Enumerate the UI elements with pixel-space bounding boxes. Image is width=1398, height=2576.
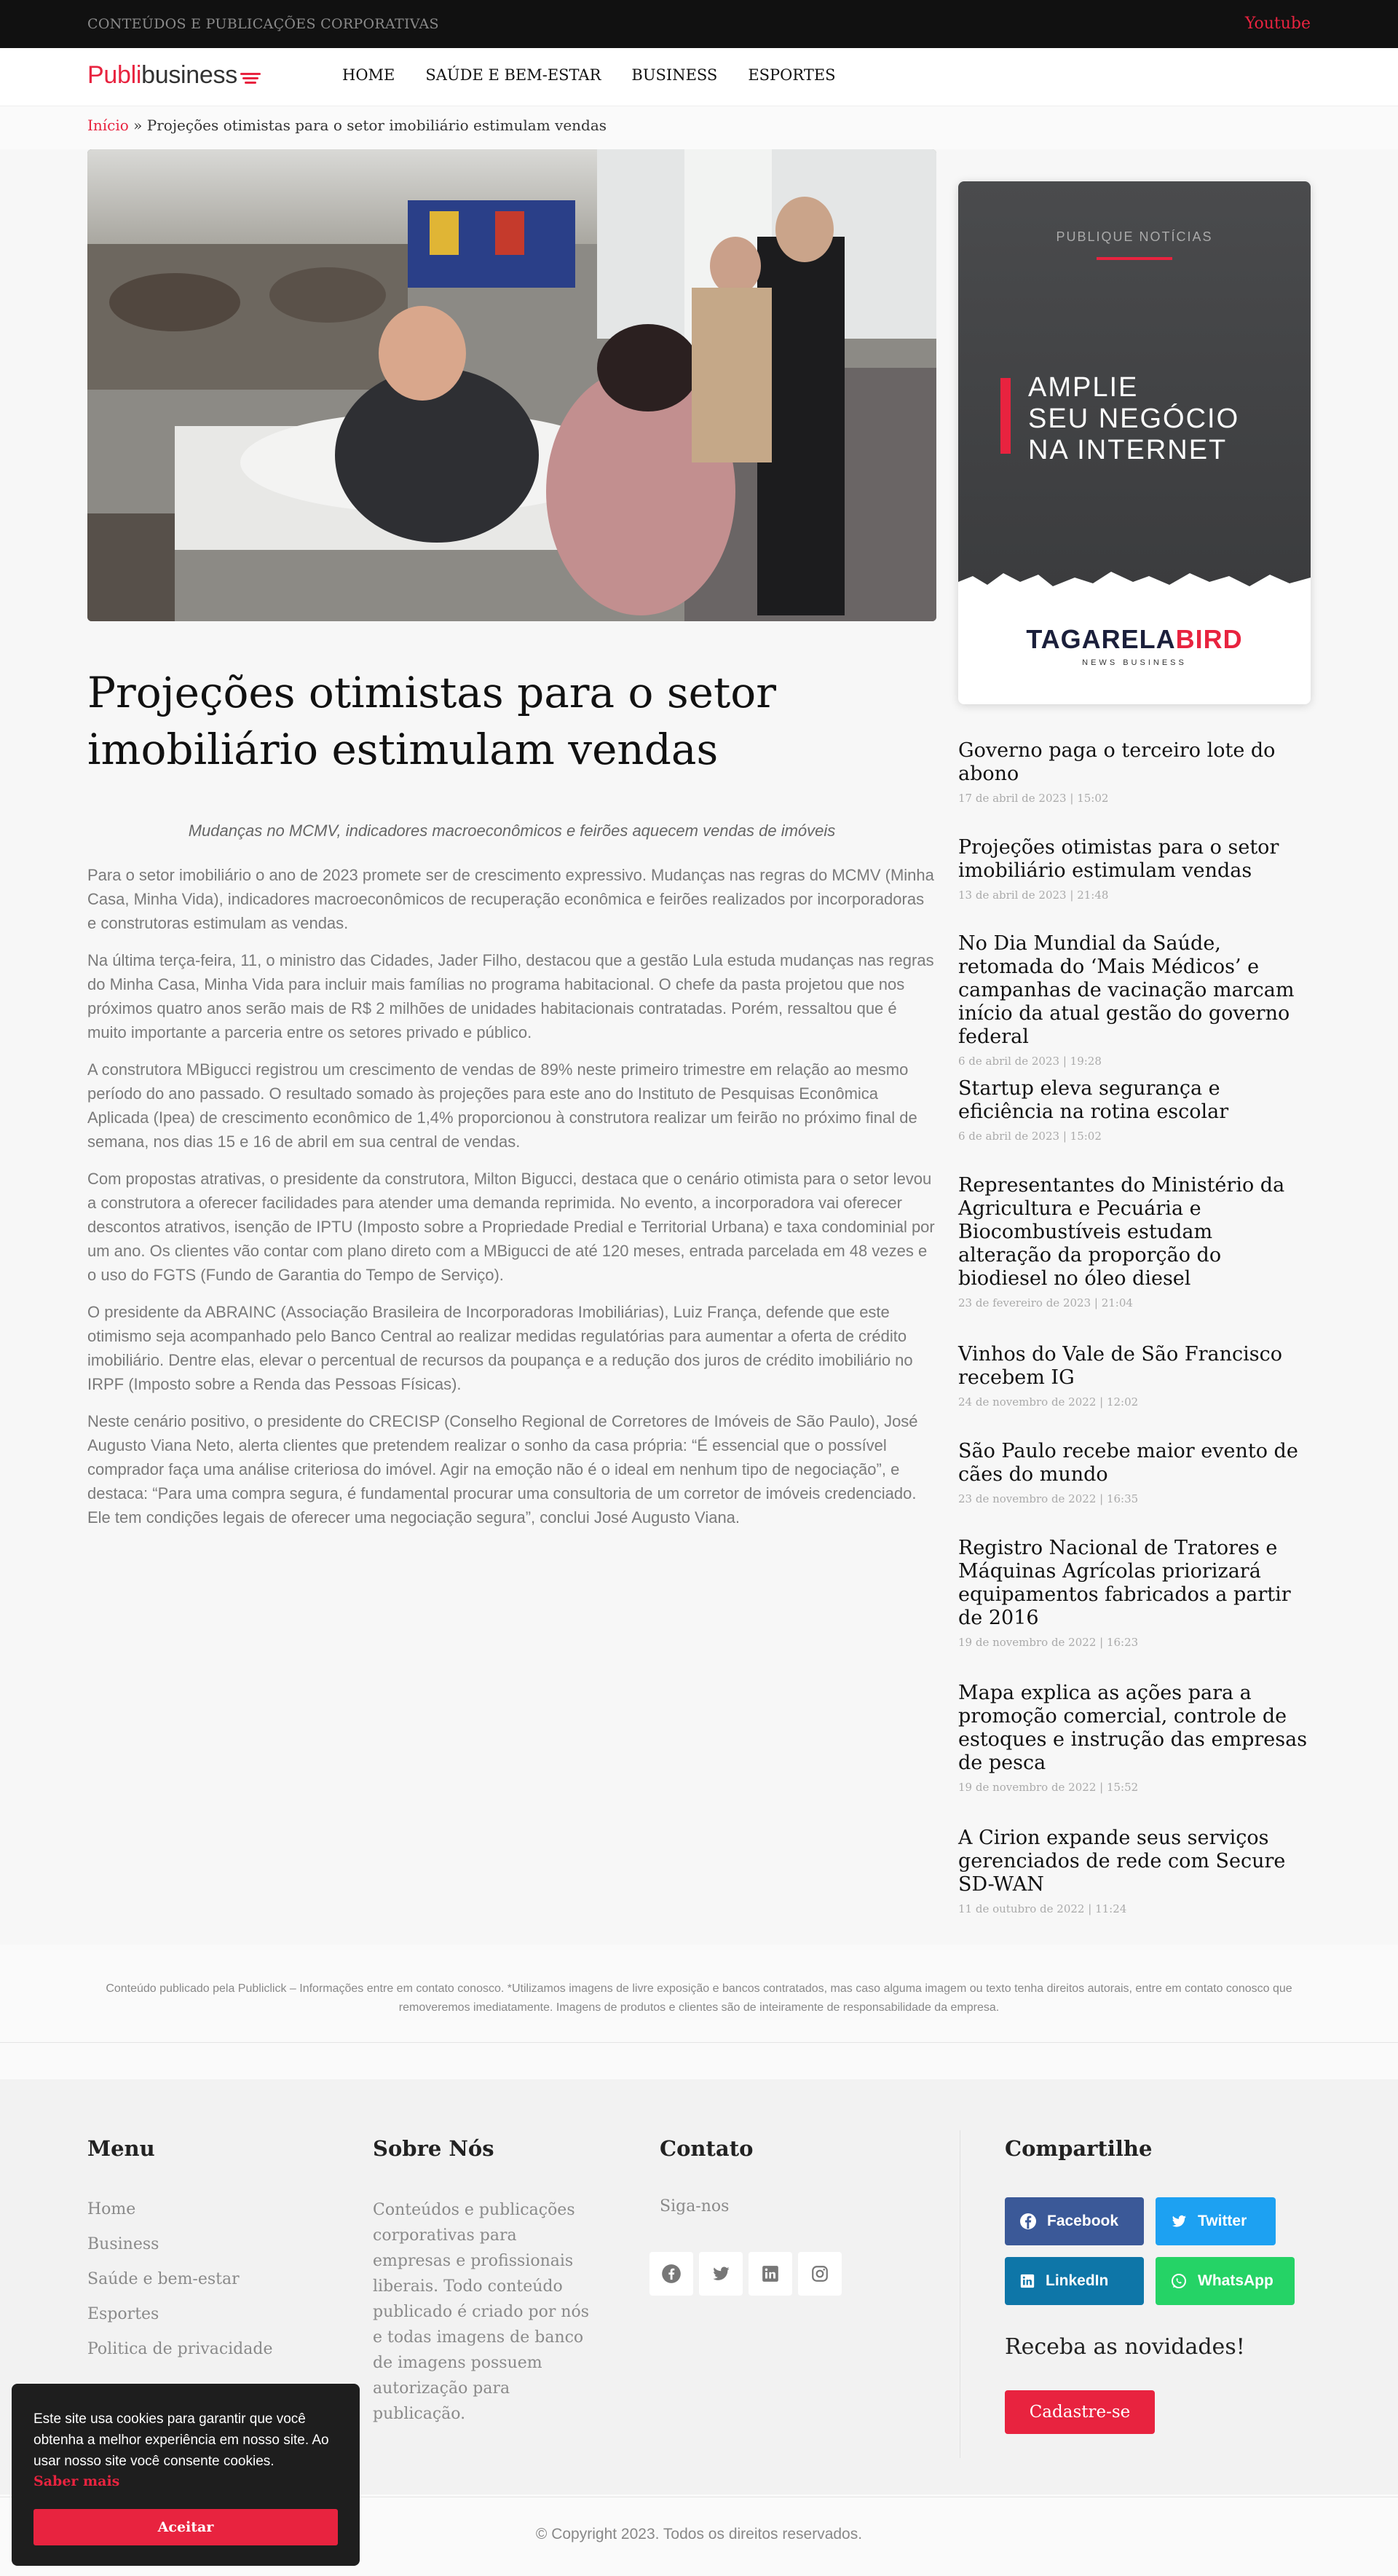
post-title[interactable]: São Paulo recebe maior evento de cães do mundo — [958, 1440, 1298, 1486]
article-subtitle: Mudanças no MCMV, indicadores macroeconômicos e feirões aquecem vendas de imóveis — [188, 822, 836, 840]
cookie-text: Este site usa cookies para garantir que você obtenha a melhor experiência em nosso site. Ao usar nosso site você consente cookies. — [33, 2411, 329, 2469]
post-date: 23 de novembro de 2022 | 16:35 — [958, 1492, 1139, 1505]
article-title: Projeções otimistas para o setor imobiliário estimulam vendas — [87, 668, 776, 774]
article-paragraph: O presidente da ABRAINC (Associação Brasileira de Incorporadoras Imobiliárias), Luiz França, defende que este otimismo seja acompanhado pelo Banco Central ao realizar medidas regulatórias para aumentar a oferta de crédito imobiliário. Dentre elas, elevar o percentual de recursos da poupança e a redução dos juros de crédito imobiliário no IRPF (Imposto sobre a Renda das Pessoas Físicas). — [87, 1303, 913, 1393]
footer-link-home[interactable]: Home — [87, 2200, 136, 2218]
cookie-accept-button[interactable]: Aceitar — [33, 2509, 338, 2545]
footer-about-text: Conteúdos e publicações corporativas para empresas e profissionais liberais. Todo conteúdo publicado é criado por nós e todas imagens de banco de imagens possuem autorização para publicação. — [373, 2201, 590, 2423]
article-body — [87, 863, 936, 1543]
nav-saude[interactable]: SAÚDE E BEM-ESTAR — [425, 66, 601, 84]
list-item[interactable] — [958, 932, 1311, 1077]
post-date: 11 de outubro de 2022 | 11:24 — [958, 1902, 1127, 1915]
footer-share — [1005, 2136, 1311, 2434]
top-bar — [0, 0, 1398, 48]
post-title[interactable]: Governo paga o terceiro lote do abono — [958, 739, 1276, 785]
main-nav — [342, 66, 836, 84]
ad-brand-part-1: TAGARELA — [1026, 624, 1176, 654]
article-paragraph: Com propostas atrativas, o presidente da construtora, Milton Bigucci, destaca que o cenário otimista para o setor levou a construtora a oferecer facilidades para atender uma demanda reprimida. No evento, a incorporadora vai oferecer descontos atrativos, isenção de IPTU (Imposto sobre a Propriedade Predial e Territorial Urbana) e taxa condominial por um ano. Os clientes vão contar com plano direto com a MBigucci de até 120 meses, entrada parcelada em 48 vezes e o uso do FGTS (Fundo de Garantia do Tempo de Serviço). — [87, 1170, 935, 1284]
ad-kicker-underline — [1097, 257, 1172, 260]
ad-headline — [1028, 372, 1290, 466]
share-linkedin-label: LinkedIn — [1046, 2272, 1109, 2289]
site-disclaimer: Conteúdo publicado pela Publiclick – Informações entre em contato conosco. *Utilizamos imagens de livre exposição e bancos contratados, mas caso alguma imagem ou texto tenha direitos autorais, entre em contato conosco que removeremos imediatamente. Imagens de produtos e clientes são de inteiramente de responsabilidade da empresa. — [106, 1982, 1292, 2014]
share-facebook-button[interactable] — [1005, 2197, 1144, 2245]
newsletter-title: Receba as novidades! — [1005, 2334, 1245, 2360]
twitter-icon — [1170, 2213, 1188, 2230]
cookie-banner — [12, 2384, 360, 2566]
ad-brand-sub: NEWS BUSINESS — [1082, 658, 1187, 667]
newsletter-signup-button[interactable]: Cadastre-se — [1005, 2390, 1155, 2434]
nav-esportes[interactable]: ESPORTES — [748, 66, 836, 84]
list-item[interactable] — [958, 836, 1311, 932]
facebook-icon — [1019, 2213, 1037, 2230]
footer-contact-title: Contato — [660, 2136, 754, 2161]
footer-link-saude[interactable]: Saúde e bem-estar — [87, 2270, 240, 2288]
ad-brand — [958, 624, 1311, 655]
post-date: 19 de novembro de 2022 | 16:23 — [958, 1636, 1139, 1649]
article-paragraph: Neste cenário positivo, o presidente do CRECISP (Conselho Regional de Corretores de Imóveis de São Paulo), José Augusto Viana Neto, alerta clientes que pretendem realizar o sonho da casa própria: “É essencial que o possível comprador faça uma análise criteriosa do imóvel. Agir na emoção não é o ideal em nenhum tipo de negociação”, e destaca: “Para uma compra segura, é fundamental procurar uma consultoria de um corretor de imóveis credenciado. Ele tem condições legais de oferecer uma negociação segura”, conclui José Augusto Viana. — [87, 1412, 918, 1527]
linkedin-icon[interactable] — [749, 2252, 792, 2296]
ad-red-bar — [1000, 378, 1011, 454]
list-item[interactable] — [958, 1827, 1311, 1923]
copyright: © Copyright 2023. Todos os direitos reservados. — [535, 2526, 863, 2542]
sidebar-ad-banner[interactable] — [958, 181, 1311, 704]
article-paragraph: Na última terça-feira, 11, o ministro das Cidades, Jader Filho, destacou que a gestão Lula estuda mudanças nas regras do Minha Casa, Minha Vida para incluir mais famílias no programa habitacional. O chefe da pasta projetou que nos próximos quatro anos serão mais de R$ 2 milhões de unidades habitacionais contratadas. Porém, ressaltou que é muito importante a parceria entre os setores privado e público. — [87, 951, 934, 1041]
article-paragraph: A construtora MBigucci registrou um crescimento de vendas de 89% neste primeiro trimestre em relação ao mesmo período do ano passado. O resultado somado às projeções para este ano do Instituto de Pesquisas Econômica Aplicada (Ipea) de crescimento econômico de 1,4% proporcionou à construtora realizar um feirão no próximo final de semana, nos dias 15 e 16 de abril em sua central de vendas. — [87, 1060, 917, 1151]
share-twitter-label: Twitter — [1198, 2213, 1247, 2229]
post-title[interactable]: Registro Nacional de Tratores e Máquinas Agrícolas priorizará equipamentos fabricados a partir de 2016 — [958, 1537, 1291, 1629]
share-facebook-label: Facebook — [1047, 2213, 1119, 2229]
nav-business[interactable]: BUSINESS — [631, 66, 718, 84]
footer-social-icons — [649, 2252, 842, 2296]
footer-link-esportes[interactable]: Esportes — [87, 2305, 159, 2323]
list-item[interactable] — [958, 1174, 1311, 1343]
post-date: 19 de novembro de 2022 | 15:52 — [958, 1781, 1139, 1794]
breadcrumb-separator: » — [128, 117, 147, 134]
breadcrumb-home[interactable]: Início — [87, 117, 129, 134]
logo-lines-icon — [240, 73, 261, 86]
post-title[interactable]: Mapa explica as ações para a promoção comercial, controle de estoques e instrução das empresas de pesca — [958, 1682, 1308, 1774]
share-twitter-button[interactable] — [1156, 2197, 1276, 2245]
footer-link-privacy[interactable]: Politica de privacidade — [87, 2340, 273, 2358]
footer-menu-title: Menu — [87, 2136, 155, 2161]
ad-kicker: PUBLIQUE NOTÍCIAS — [1056, 229, 1213, 244]
ad-headline-line: SEU NEGÓCIO — [1028, 403, 1240, 434]
post-date: 23 de fevereiro de 2023 | 21:04 — [958, 1296, 1133, 1309]
divider — [0, 2042, 1398, 2043]
site-header — [0, 48, 1398, 106]
footer-about-title: Sobre Nós — [373, 2136, 494, 2161]
post-date: 6 de abril de 2023 | 15:02 — [958, 1130, 1102, 1143]
post-date: 6 de abril de 2023 | 19:28 — [958, 1055, 1102, 1068]
facebook-icon[interactable] — [649, 2252, 693, 2296]
breadcrumb — [87, 117, 607, 134]
list-item[interactable] — [958, 1343, 1311, 1440]
site-logo[interactable] — [87, 61, 237, 90]
post-title[interactable]: Startup eleva segurança e eficiência na rotina escolar — [958, 1077, 1229, 1123]
list-item[interactable] — [958, 1537, 1311, 1682]
footer-about — [373, 2136, 591, 2427]
ad-headline-line: NA INTERNET — [1028, 435, 1228, 465]
site-tagline: CONTEÚDOS E PUBLICAÇÕES CORPORATIVAS — [87, 16, 439, 32]
ad-torn-paper-edge — [958, 560, 1311, 604]
list-item[interactable] — [958, 739, 1311, 836]
ad-headline-line: AMPLIE — [1028, 372, 1139, 403]
article-paragraph: Para o setor imobiliário o ano de 2023 promete ser de crescimento expressivo. Mudanças nas regras do MCMV (Minha Casa, Minha Vida), indicadores macroeconômicos de recuperação econômica e feirões realizados por incorporadoras e construtoras estimulam as vendas. — [87, 866, 934, 932]
post-title[interactable]: A Cirion expande seus serviços gerenciados de rede com Secure SD-WAN — [958, 1827, 1286, 1896]
whatsapp-icon — [1170, 2272, 1188, 2290]
footer-share-title: Compartilhe — [1005, 2136, 1153, 2161]
footer-follow-text: Siga-nos — [660, 2197, 730, 2215]
instagram-icon[interactable] — [798, 2252, 842, 2296]
sidebar-recent-posts — [958, 739, 1311, 1923]
post-title[interactable]: Vinhos do Vale de São Francisco recebem IG — [958, 1343, 1282, 1389]
linkedin-icon — [1019, 2273, 1035, 2289]
footer-menu — [87, 2136, 272, 2375]
twitter-icon[interactable] — [699, 2252, 743, 2296]
nav-home[interactable]: HOME — [342, 66, 395, 84]
share-linkedin-button[interactable] — [1005, 2257, 1144, 2305]
post-date: 24 de novembro de 2022 | 12:02 — [958, 1395, 1139, 1409]
youtube-link[interactable]: Youtube — [1244, 15, 1311, 33]
cookie-learn-more-link[interactable]: Saber mais — [33, 2473, 120, 2489]
ad-brand-part-2: BIRD — [1175, 624, 1243, 654]
logo-part-1: Publi — [87, 61, 142, 89]
footer-contact — [660, 2136, 842, 2296]
article-hero-image — [87, 149, 936, 621]
breadcrumb-current: Projeções otimistas para o setor imobiliário estimulam vendas — [146, 117, 607, 134]
post-date: 13 de abril de 2023 | 21:48 — [958, 889, 1109, 902]
list-item[interactable] — [958, 1440, 1311, 1537]
post-title[interactable]: Projeções otimistas para o setor imobiliário estimulam vendas — [958, 836, 1279, 882]
post-title[interactable]: No Dia Mundial da Saúde, retomada do ‘Mais Médicos’ e campanhas de vacinação marcam início da atual gestão do governo federal — [958, 932, 1295, 1048]
list-item[interactable] — [958, 1077, 1311, 1174]
post-title[interactable]: Representantes do Ministério da Agricultura e Pecuária e Biocombustíveis estudam alteração da proporção do biodiesel no óleo diesel — [958, 1174, 1285, 1290]
logo-part-2: business — [141, 61, 237, 89]
footer-link-business[interactable]: Business — [87, 2235, 159, 2253]
post-date: 17 de abril de 2023 | 15:02 — [958, 792, 1109, 805]
share-whatsapp-label: WhatsApp — [1198, 2272, 1273, 2289]
list-item[interactable] — [958, 1682, 1311, 1827]
share-whatsapp-button[interactable] — [1156, 2257, 1295, 2305]
